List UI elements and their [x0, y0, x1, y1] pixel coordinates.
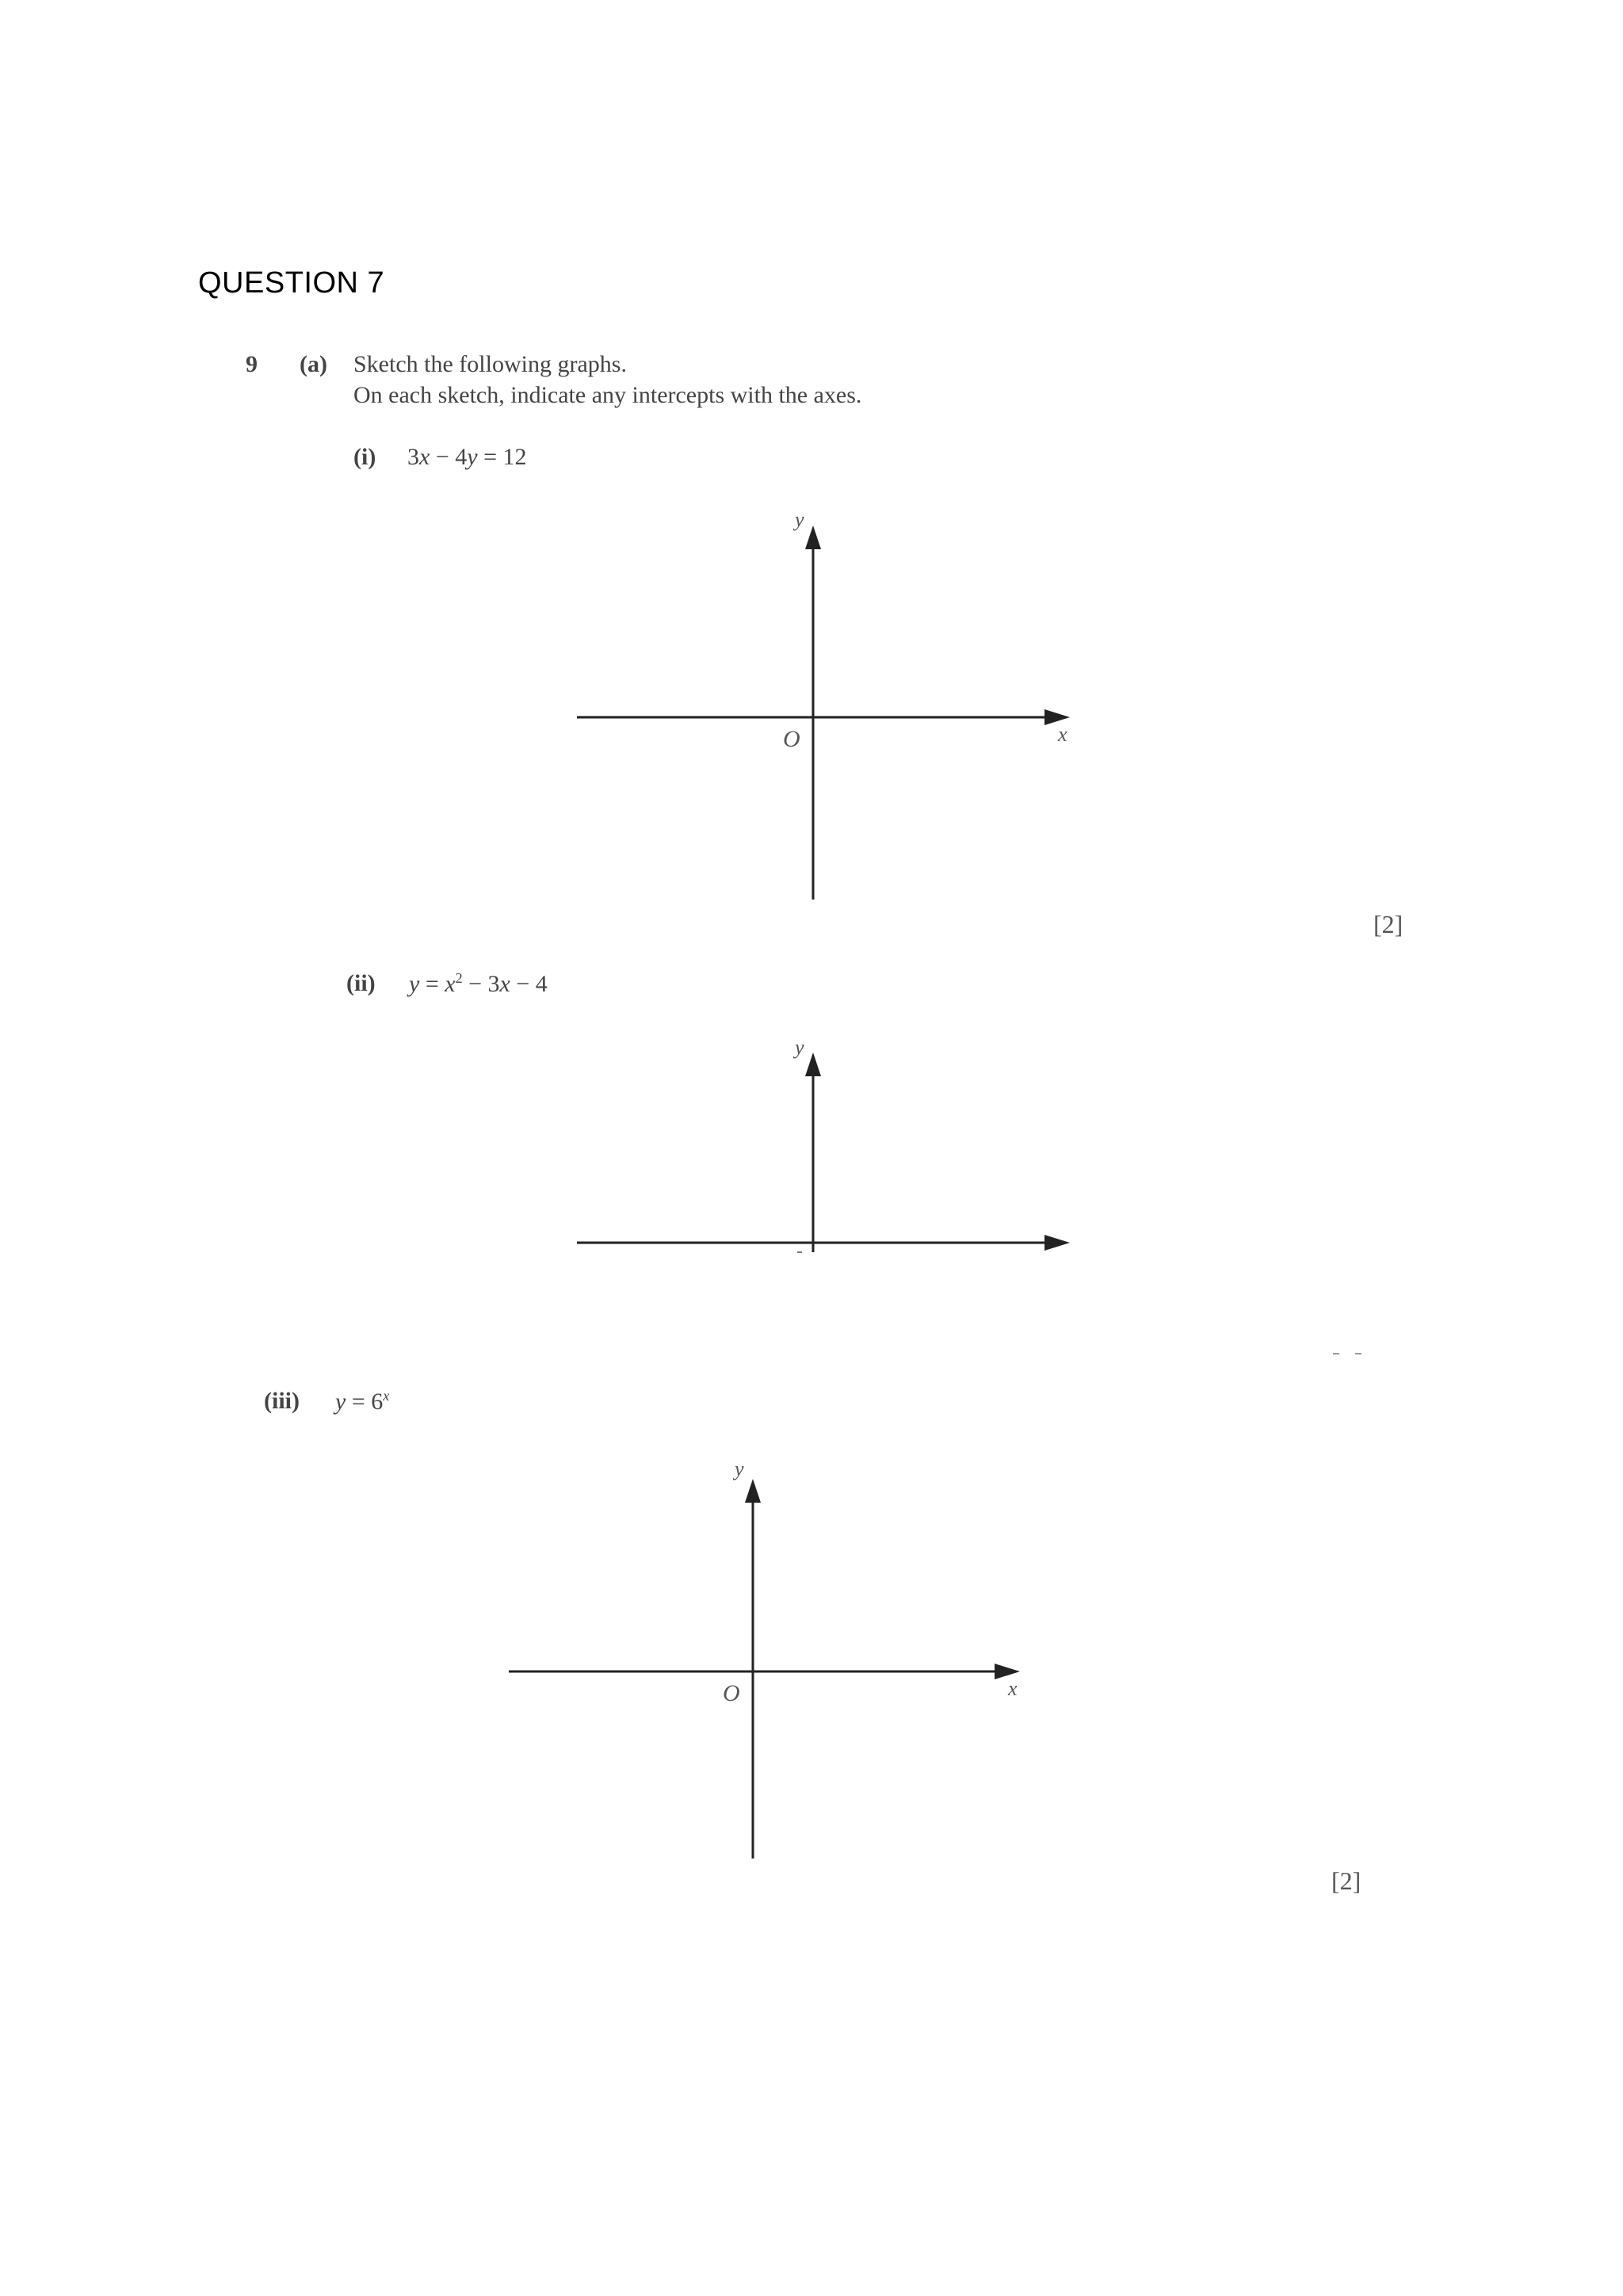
y-label-i: y: [795, 508, 804, 531]
eq-ii-eq: =: [419, 971, 445, 997]
y-label-iii: y: [735, 1457, 744, 1480]
item-label-i: (i): [353, 444, 376, 470]
eq-ii-x: x: [445, 971, 456, 997]
page-heading: QUESTION 7: [198, 266, 385, 300]
eq-ii-tail: − 4: [510, 971, 548, 997]
marks-i: [2]: [1373, 910, 1403, 938]
eq-i-op: − 4: [430, 444, 468, 470]
item-label-iii: (iii): [264, 1388, 300, 1414]
y-arrow-iii: [745, 1479, 761, 1503]
item-label-ii: (ii): [346, 970, 376, 996]
x-label-i: x: [1058, 723, 1067, 746]
eq-i-coef: 3: [407, 444, 419, 470]
origin-label-iii: O: [723, 1680, 740, 1706]
eq-iii-eq: = 6: [346, 1389, 384, 1415]
eq-iii-exp: x: [383, 1388, 390, 1404]
eq-i-rhs: = 12: [477, 444, 527, 470]
instruction-line-2: On each sketch, indicate any intercepts with the axes.: [353, 382, 862, 408]
eq-ii-exp: 2: [455, 970, 463, 986]
part-label: (a): [300, 351, 327, 377]
y-label-ii: y: [795, 1036, 804, 1059]
eq-i-y: y: [467, 444, 478, 470]
marks-iii: [2]: [1331, 1866, 1361, 1895]
x-label-iii: x: [1008, 1677, 1018, 1700]
instruction-line-1: Sketch the following graphs.: [353, 351, 627, 377]
eq-ii-x2: x: [499, 971, 510, 997]
origin-label-i: O: [783, 726, 800, 752]
question-number: 9: [246, 351, 258, 377]
eq-ii-mid: − 3: [462, 971, 500, 997]
eq-ii-y: y: [409, 971, 420, 997]
eq-i-x: x: [419, 444, 430, 470]
eq-iii-y: y: [335, 1389, 346, 1415]
